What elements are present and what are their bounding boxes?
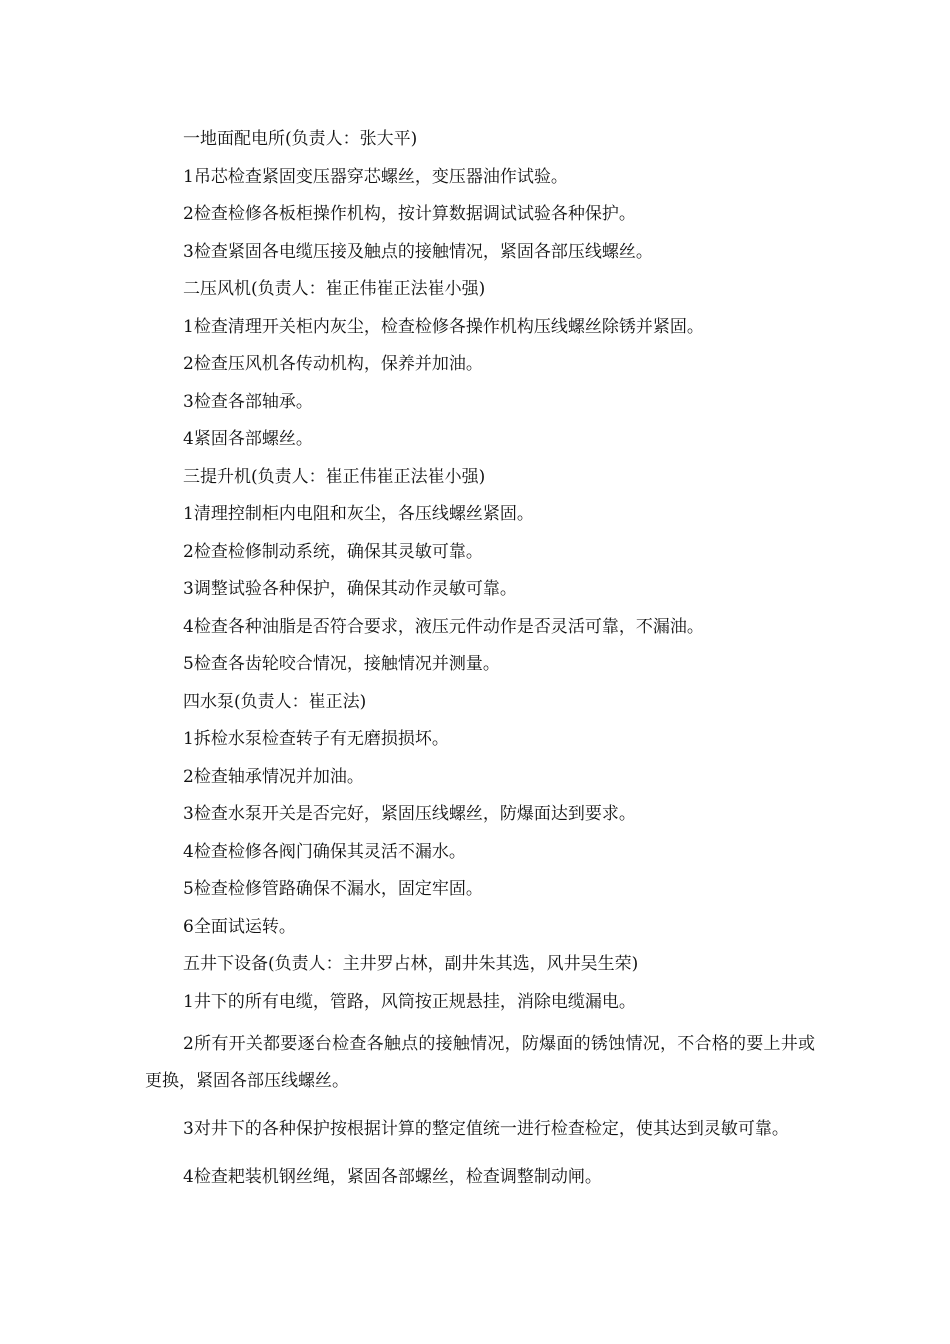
list-item-paragraph: 2所有开关都要逐台检查各触点的接触情况，防爆面的锈蚀情况，不合格的要上井或更换，紧固各部压线螺丝。 <box>145 1034 815 1091</box>
list-item: 6全面试运转。 <box>183 916 296 937</box>
list-item: 1井下的所有电缆，管路，风筒按正规悬挂，消除电缆漏电。 <box>183 991 636 1012</box>
list-item: 1清理控制柜内电阻和灰尘，各压线螺丝紧固。 <box>183 504 534 524</box>
list-item: 2检查压风机各传动机构，保养并加油。 <box>183 354 483 374</box>
section-heading: 五井下设备(负责人：主井罗占林，副井朱其选，风井吴生荣) <box>183 954 639 974</box>
list-item: 4检查检修各阀门确保其灵活不漏水。 <box>183 841 466 862</box>
list-item: 3检查各部轴承。 <box>183 391 313 412</box>
list-item: 1检查清理开关柜内灰尘，检查检修各操作机构压线螺丝除锈并紧固。 <box>183 316 704 337</box>
list-item-paragraph: 4检查耙装机钢丝绳，紧固各部螺丝，检查调整制动闸。 <box>183 1167 602 1187</box>
section-heading: 四水泵(负责人：崔正法) <box>183 691 367 712</box>
list-item-paragraph: 3对井下的各种保护按根据计算的整定值统一进行检查检定，使其达到灵敏可靠。 <box>183 1119 789 1139</box>
list-item: 4检查各种油脂是否符合要求，液压元件动作是否灵活可靠，不漏油。 <box>183 616 704 637</box>
list-item: 5检查检修管路确保不漏水，固定牢固。 <box>183 879 483 899</box>
list-item: 2检查检修制动系统，确保其灵敏可靠。 <box>183 541 483 562</box>
section-heading: 一地面配电所(负责人：张大平) <box>183 129 418 149</box>
list-item: 3检查水泵开关是否完好，紧固压线螺丝，防爆面达到要求。 <box>183 804 636 824</box>
list-item: 1拆检水泵检查转子有无磨损损坏。 <box>183 729 449 749</box>
list-item: 5检查各齿轮咬合情况，接触情况并测量。 <box>183 654 500 674</box>
section-heading: 三提升机(负责人：崔正伟崔正法崔小强) <box>183 466 486 487</box>
list-item: 3检查紧固各电缆压接及触点的接触情况，紧固各部压线螺丝。 <box>183 241 653 262</box>
list-item: 4紧固各部螺丝。 <box>183 429 313 449</box>
list-item: 2检查轴承情况并加油。 <box>183 766 364 787</box>
list-item: 1吊芯检查紧固变压器穿芯螺丝，变压器油作试验。 <box>183 166 568 187</box>
section-heading: 二压风机(负责人：崔正伟崔正法崔小强) <box>183 279 486 299</box>
list-item: 3调整试验各种保护，确保其动作灵敏可靠。 <box>183 579 517 599</box>
document-body <box>145 126 815 1196</box>
list-item: 2检查检修各板柜操作机构，按计算数据调试试验各种保护。 <box>183 204 636 224</box>
